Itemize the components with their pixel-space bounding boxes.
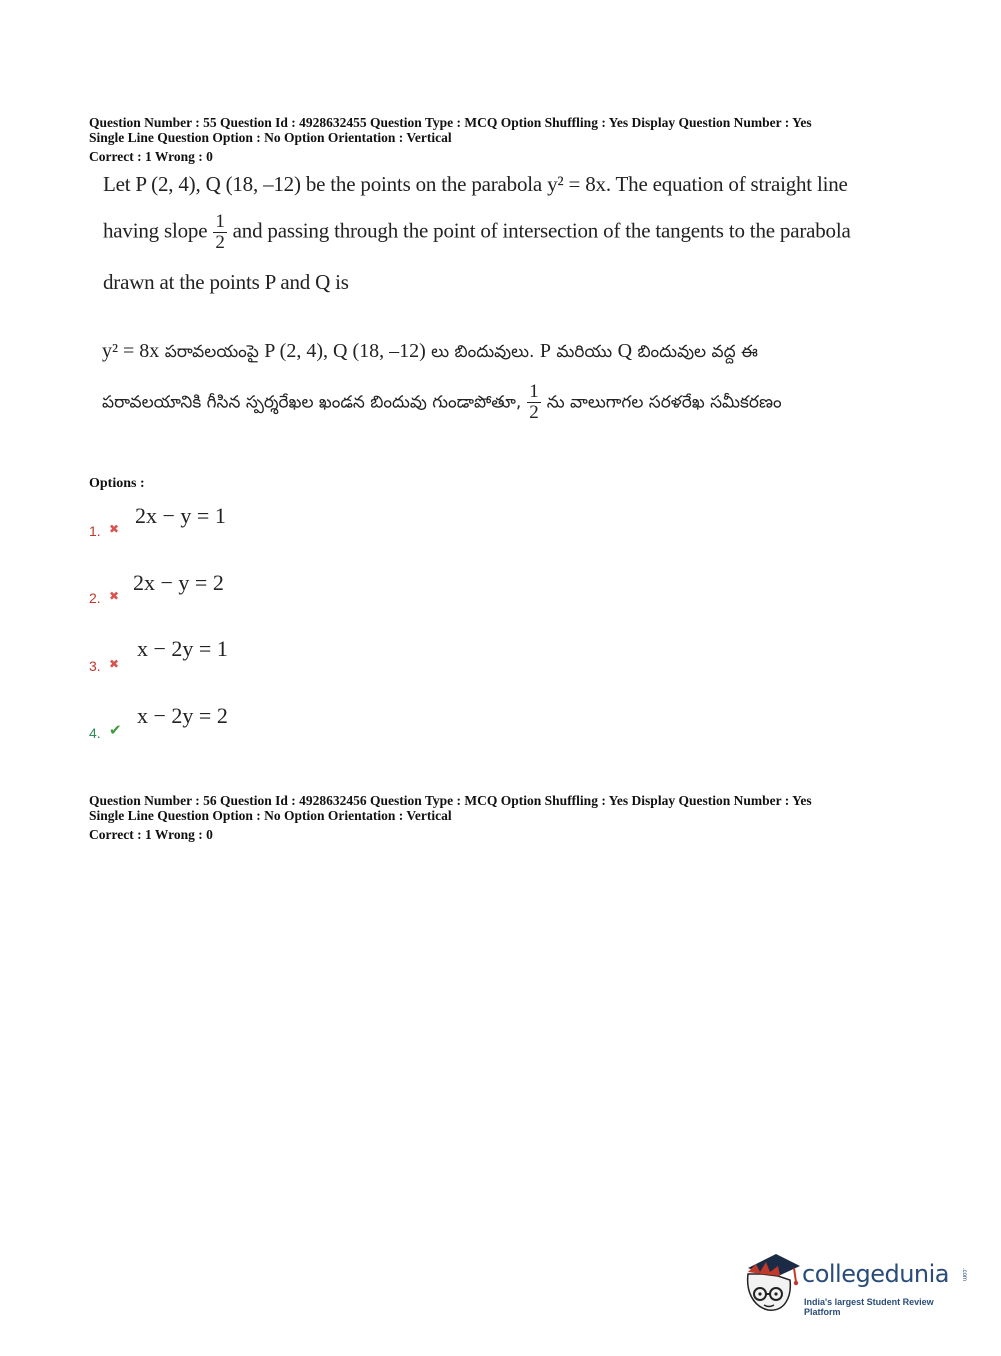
option-4[interactable]	[89, 703, 389, 743]
logo-tagline: India's largest Student Review Platform	[804, 1297, 934, 1317]
option-number: 1.	[89, 523, 101, 539]
te-math-2: P (2, 4), Q (18, –12)	[264, 340, 426, 362]
option-expression: x − 2y = 1	[137, 636, 228, 661]
te-text-2a: పరావలయానికి గీసిన స్పర్శరేఖల ఖండన బిందువు గుండాపోతూ,	[102, 392, 522, 413]
te-fraction-numerator: 1	[529, 381, 539, 402]
q55-meta	[89, 115, 812, 145]
fraction-denominator: 2	[215, 232, 225, 253]
cross-icon: ✖	[109, 589, 120, 603]
te-text-1c: మరియు	[556, 342, 613, 362]
q55-meta-line1: Question Number : 55 Question Id : 4928632455 Question Type : MCQ Option Shuffling : Yes Display Question Number : Yes	[89, 115, 812, 130]
options-heading: Options :	[89, 476, 145, 491]
option-expression: 2x − y = 2	[133, 570, 224, 595]
te-text-1d: బిందువుల వద్ద ఈ	[637, 342, 758, 362]
option-1[interactable]	[89, 503, 389, 543]
q55-meta-line2: Single Line Question Option : No Option Orientation : Vertical	[89, 130, 452, 145]
option-expression: 2x − y = 1	[135, 503, 226, 528]
q55-marks: Correct : 1 Wrong : 0	[89, 149, 213, 164]
option-expression: x − 2y = 2	[137, 703, 228, 728]
q55-en-line2	[103, 212, 851, 253]
fraction-numerator: 1	[215, 211, 225, 232]
q55-en-line3: drawn at the points P and Q is	[103, 270, 349, 294]
mascot-icon	[742, 1250, 804, 1320]
q56-meta	[89, 793, 812, 823]
q55-te-line2	[102, 382, 782, 423]
logo-domain-suffix: .com	[961, 1268, 967, 1282]
te-text-1b: లు బిందువులు.	[431, 342, 535, 362]
q55-fraction	[213, 212, 226, 253]
q56-meta-line1: Question Number : 56 Question Id : 4928632456 Question Type : MCQ Option Shuffling : Yes Display Question Number : Yes	[89, 793, 812, 808]
option-3[interactable]	[89, 636, 389, 676]
te-text-2b: ను వాలుగాగల సరళరేఖ సమీకరణం	[546, 392, 782, 413]
cross-icon: ✖	[109, 657, 120, 671]
te-math-4: Q	[617, 340, 633, 362]
check-icon: ✔	[109, 721, 122, 739]
te-math-1: y² = 8x	[102, 340, 160, 362]
q55-en-line2-a: having slope	[103, 218, 208, 243]
te-fraction-denominator: 2	[529, 402, 539, 423]
option-number: 3.	[89, 658, 101, 674]
te-text-1a: పరావలయంపై	[164, 342, 259, 362]
option-number: 2.	[89, 590, 101, 606]
logo-brand-text: collegedunia	[802, 1260, 950, 1288]
q56-marks: Correct : 1 Wrong : 0	[89, 827, 213, 842]
te-math-3: P	[539, 340, 551, 362]
q55-en-line2-b: and passing through the point of intersection of the tangents to the parabola	[232, 218, 851, 243]
te-fraction	[527, 382, 541, 423]
collegedunia-logo[interactable]	[742, 1250, 972, 1320]
option-2[interactable]	[89, 570, 389, 610]
q56-meta-line2: Single Line Question Option : No Option Orientation : Vertical	[89, 808, 452, 823]
option-number: 4.	[89, 725, 101, 741]
cross-icon: ✖	[109, 522, 120, 536]
q55-en-line1: Let P (2, 4), Q (18, –12) be the points on the parabola y² = 8x. The equation of straight line	[103, 172, 848, 196]
q55-te-line1	[102, 340, 758, 366]
